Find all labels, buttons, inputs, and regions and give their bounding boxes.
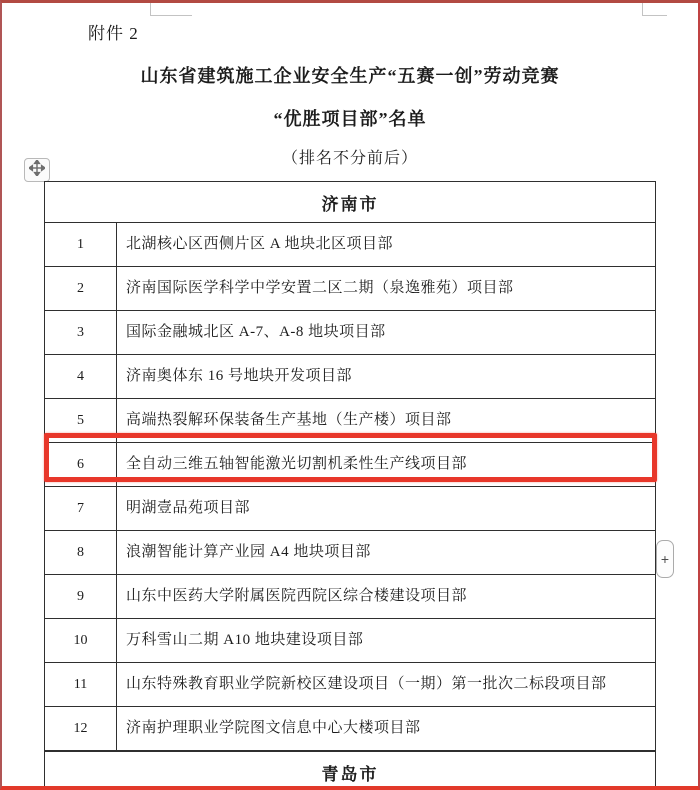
move-cross-icon <box>29 160 45 181</box>
table-row-highlighted <box>45 443 655 487</box>
table-row <box>45 267 655 311</box>
row-number: 12 <box>45 707 117 750</box>
table-row <box>45 355 655 399</box>
margin-crop-mark-left <box>150 3 192 16</box>
project-name: 济南奥体东 16 号地块开发项目部 <box>126 368 353 384</box>
row-number: 7 <box>45 487 117 530</box>
project-name: 浪潮智能计算产业园 A4 地块项目部 <box>126 544 371 560</box>
project-name: 高端热裂解环保装备生产基地（生产楼）项目部 <box>126 412 452 428</box>
document-title-line1: 山东省建筑施工企业安全生产“五赛一创”劳动竞赛 <box>140 66 560 86</box>
city-section-header: 济南市 <box>45 182 655 223</box>
table-row <box>45 575 655 619</box>
table-row <box>45 223 655 267</box>
project-name: 山东中医药大学附属医院西院区综合楼建设项目部 <box>126 588 468 604</box>
project-name: 山东特殊教育职业学院新校区建设项目（一期）第一批次二标段项目部 <box>126 676 607 692</box>
row-number: 1 <box>45 223 117 266</box>
row-number: 11 <box>45 663 117 706</box>
row-number: 10 <box>45 619 117 662</box>
project-name: 济南国际医学科学中学安置二区二期（泉逸雅苑）项目部 <box>126 280 514 296</box>
row-number: 9 <box>45 575 117 618</box>
table-row <box>45 399 655 443</box>
project-name: 济南护理职业学院图文信息中心大楼项目部 <box>126 720 421 736</box>
next-city-section-header: 青岛市 <box>45 751 655 790</box>
project-name: 明湖壹品苑项目部 <box>126 500 251 516</box>
row-number: 4 <box>45 355 117 398</box>
row-number: 8 <box>45 531 117 574</box>
project-name: 国际金融城北区 A-7、A-8 地块项目部 <box>126 324 386 340</box>
project-name: 全自动三维五轴智能激光切割机柔性生产线项目部 <box>126 456 468 472</box>
project-name: 北湖核心区西侧片区 A 地块北区项目部 <box>126 236 394 252</box>
row-number: 5 <box>45 399 117 442</box>
table-row <box>45 531 655 575</box>
attachment-label: 附件 2 <box>88 24 139 43</box>
plus-icon: + <box>660 551 670 567</box>
row-number: 2 <box>45 267 117 310</box>
table-row <box>45 619 655 663</box>
margin-crop-mark-right <box>642 3 667 16</box>
row-number: 3 <box>45 311 117 354</box>
document-title-line2: “优胜项目部”名单 <box>273 109 427 129</box>
document-subtitle: （排名不分前后） <box>281 150 418 167</box>
row-number: 6 <box>45 443 117 486</box>
project-name: 万科雪山二期 A10 地块建设项目部 <box>126 632 364 648</box>
table-row <box>45 311 655 355</box>
insert-row-button[interactable] <box>656 540 674 578</box>
table-row <box>45 663 655 707</box>
table-row <box>45 487 655 531</box>
table-move-handle[interactable] <box>24 158 50 182</box>
winners-table <box>44 181 656 790</box>
table-row <box>45 707 655 751</box>
